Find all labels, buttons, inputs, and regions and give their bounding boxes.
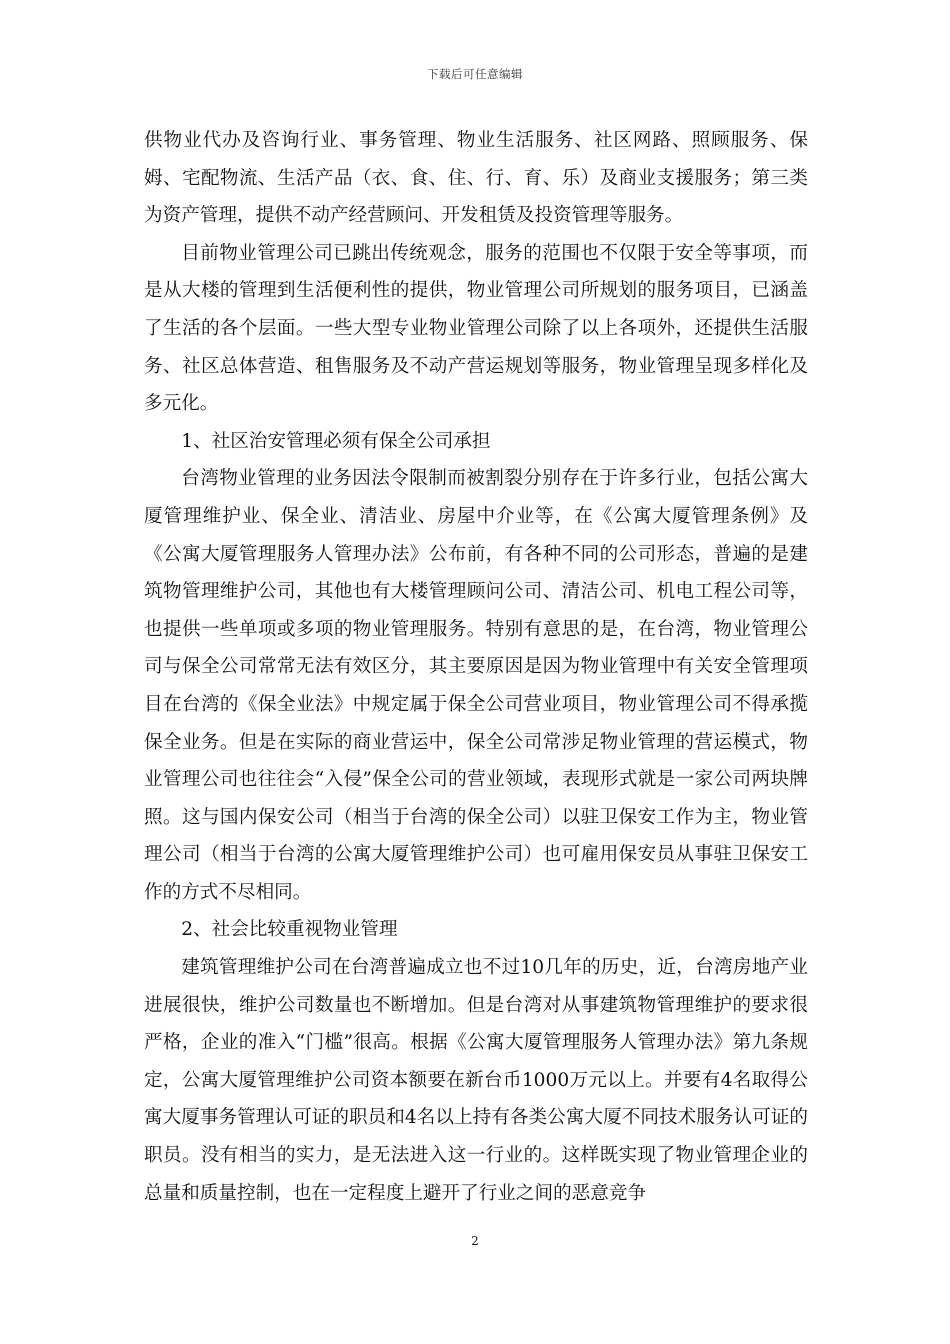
section-heading: 1、社区治安管理必须有保全公司承担	[181, 430, 491, 452]
paragraph: 台湾物业管理的业务因法令限制而被割裂分别存在于许多行业，包括公寓大厦管理维护业、保全业、清洁业、房屋中介业等，在《公寓大厦管理条例》及《公寓大厦管理服务人管理办法》公布前，有各种不同的公司形态，普遍的是建筑物管理维护公司，其他也有大楼管理顾问公司、清洁公司、机电工程公司等，也提供一些单项或多项的物业管理服务。特别有意思的是，在台湾，物业管理公司与保全公司常常无法有效区分，其主要原因是因为物业管理中有关安全管理项目在台湾的《保全业法》中规定属于保全公司营业项目，物业管理公司不得承揽保全业务。但是在实际的商业营运中，保全公司常涉足物业管理的营运模式，物业管理公司也往往会“入侵”保全公司的营业领域，表现形式就是一家公司两块牌照。这与国内保安公司（相当于台湾的保全公司）以驻卫保安工作为主，物业管理公司（相当于台湾的公寓大厦管理维护公司）也可雇用保安员从事驻卫保安工作的方式不尽相同。	[144, 468, 808, 903]
paragraph: 建筑管理维护公司在台湾普遍成立也不过10几年的历史，近，台湾房地产业进展很快，维护公司数量也不断增加。但是台湾对从事建筑物管理维护的要求很严格，企业的准入“门槛”很高。根据《公寓大厦管理服务人管理办法》第九条规定，公寓大厦管理维护公司资本额要在新台币1000万元以上。并要有4名取得公寓大厦事务管理认可证的职员和4名以上持有各类公寓大厦不同技术服务认可证的职员。没有相当的实力，是无法进入这一行业的。这样既实现了物业管理企业的总量和质量控制，也在一定程度上避开了行业之间的恶意竞争	[144, 957, 808, 1204]
document-body	[144, 122, 808, 1212]
paragraph: 目前物业管理公司已跳出传统观念，服务的范围也不仅限于安全等事项，而是从大楼的管理到生活便利性的提供，物业管理公司所规划的服务项目，已涵盖了生活的各个层面。一些大型专业物业管理公司除了以上各项外，还提供生活服务、社区总体营造、租售服务及不动产营运规划等服务，物业管理呈现多样化及多元化。	[144, 242, 808, 415]
section-heading: 2、社会比较重视物业管理	[181, 919, 398, 941]
page-number: 2	[471, 1234, 479, 1248]
page-header: 下载后可任意编辑	[427, 67, 523, 81]
paragraph-continuation: 供物业代办及咨询行业、事务管理、物业生活服务、社区网路、照顾服务、保姆、宅配物流、生活产品（衣、食、住、行、育、乐）及商业支援服务；第三类为资产管理，提供不动产经营顾问、开发租赁及投资管理等服务。	[144, 130, 808, 227]
